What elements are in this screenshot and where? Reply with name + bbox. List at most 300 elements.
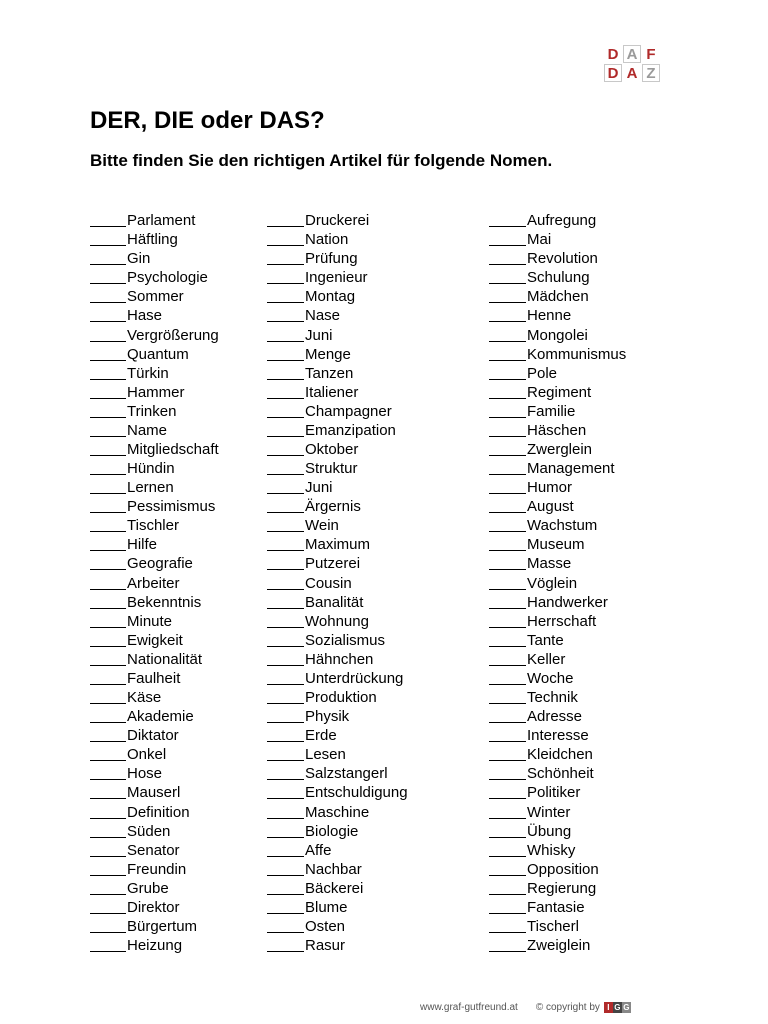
- noun-item: [489, 401, 626, 420]
- article-blank[interactable]: [489, 455, 526, 456]
- noun-word: Technik: [527, 689, 578, 707]
- noun-word: Wein: [305, 517, 339, 535]
- igg-logo: [604, 1002, 631, 1013]
- noun-item: [489, 668, 626, 687]
- article-blank[interactable]: [489, 341, 526, 342]
- noun-word: Museum: [527, 536, 585, 554]
- noun-item: [267, 649, 408, 668]
- article-blank[interactable]: [267, 818, 304, 819]
- noun-word: Ingenieur: [305, 269, 368, 287]
- noun-word: Tischerl: [527, 917, 579, 935]
- noun-word: Hilfe: [127, 536, 158, 554]
- article-blank[interactable]: [267, 417, 304, 418]
- noun-item: [90, 286, 219, 305]
- article-blank[interactable]: [267, 913, 304, 914]
- article-blank[interactable]: [489, 646, 526, 647]
- noun-item: [90, 363, 219, 382]
- article-blank[interactable]: [489, 951, 526, 952]
- article-blank[interactable]: [267, 665, 304, 666]
- noun-item: [489, 859, 626, 878]
- noun-item: [90, 630, 219, 649]
- noun-word: Mongolei: [527, 326, 588, 344]
- article-blank[interactable]: [489, 760, 526, 761]
- noun-word: Winter: [527, 803, 571, 821]
- article-blank[interactable]: [267, 608, 304, 609]
- noun-word: Minute: [127, 612, 173, 630]
- noun-word: Wachstum: [527, 517, 598, 535]
- article-blank[interactable]: [489, 741, 526, 742]
- article-blank[interactable]: [489, 894, 526, 895]
- noun-word: Prüfung: [305, 250, 358, 268]
- noun-item: [489, 534, 626, 553]
- noun-word: Interesse: [527, 727, 589, 745]
- noun-word: Mädchen: [527, 288, 589, 306]
- noun-item: [90, 305, 219, 324]
- noun-word: Familie: [527, 402, 576, 420]
- article-blank[interactable]: [489, 283, 526, 284]
- noun-item: [267, 801, 408, 820]
- noun-word: Senator: [127, 841, 180, 859]
- noun-word: Physik: [305, 708, 350, 726]
- article-blank[interactable]: [267, 226, 304, 227]
- noun-item: [90, 706, 219, 725]
- article-blank[interactable]: [489, 913, 526, 914]
- article-blank[interactable]: [90, 283, 126, 284]
- noun-word: Regierung: [527, 879, 597, 897]
- noun-item: [489, 744, 626, 763]
- noun-item: [90, 649, 219, 668]
- article-blank[interactable]: [267, 894, 304, 895]
- noun-word: Politiker: [527, 784, 581, 802]
- noun-item: [90, 763, 219, 782]
- article-blank[interactable]: [489, 875, 526, 876]
- article-blank[interactable]: [267, 474, 304, 475]
- noun-item: [267, 477, 408, 496]
- noun-word: Juni: [305, 479, 333, 497]
- noun-item: [90, 553, 219, 572]
- article-blank[interactable]: [489, 245, 526, 246]
- noun-word: Trinken: [127, 402, 177, 420]
- noun-word: Definition: [127, 803, 190, 821]
- noun-item: [489, 515, 626, 534]
- noun-word: Rasur: [305, 937, 346, 955]
- noun-item: [489, 439, 626, 458]
- igg-letter: I: [604, 1002, 613, 1013]
- noun-item: [489, 592, 626, 611]
- article-blank[interactable]: [489, 569, 526, 570]
- noun-item: [90, 611, 219, 630]
- noun-item: [267, 668, 408, 687]
- noun-word: Hündin: [127, 460, 175, 478]
- noun-item: [90, 744, 219, 763]
- article-blank[interactable]: [90, 894, 126, 895]
- article-blank[interactable]: [489, 589, 526, 590]
- article-blank[interactable]: [267, 531, 304, 532]
- noun-item: [267, 401, 408, 420]
- noun-item: [267, 763, 408, 782]
- noun-word: Hase: [127, 307, 163, 325]
- noun-item: [90, 420, 219, 439]
- article-blank[interactable]: [267, 455, 304, 456]
- noun-word: Blume: [305, 898, 348, 916]
- noun-word: Nachbar: [305, 860, 362, 878]
- noun-word: Erde: [305, 727, 337, 745]
- noun-word: Zweiglein: [527, 937, 591, 955]
- noun-word: Bekenntnis: [127, 593, 202, 611]
- article-blank[interactable]: [267, 722, 304, 723]
- noun-word: Onkel: [127, 746, 167, 764]
- noun-item: [489, 496, 626, 515]
- noun-word: Masse: [527, 555, 572, 573]
- page-footer: [420, 1002, 631, 1013]
- noun-word: Maximum: [305, 536, 371, 554]
- noun-item: [489, 305, 626, 324]
- noun-item: [489, 210, 626, 229]
- noun-word: Freundin: [127, 860, 187, 878]
- noun-item: [90, 572, 219, 591]
- noun-word: Kleidchen: [527, 746, 593, 764]
- noun-item: [489, 630, 626, 649]
- noun-word: Tischler: [127, 517, 179, 535]
- noun-word: Produktion: [305, 689, 377, 707]
- daf-daz-logo: [604, 45, 660, 82]
- noun-item: [489, 916, 626, 935]
- noun-word: Wohnung: [305, 612, 369, 630]
- article-blank[interactable]: [267, 646, 304, 647]
- article-blank[interactable]: [90, 398, 126, 399]
- noun-word: Käse: [127, 689, 162, 707]
- noun-word: Revolution: [527, 250, 598, 268]
- article-blank[interactable]: [489, 512, 526, 513]
- article-blank[interactable]: [90, 665, 126, 666]
- article-blank[interactable]: [90, 321, 126, 322]
- article-blank[interactable]: [90, 226, 126, 227]
- article-blank[interactable]: [489, 360, 526, 361]
- noun-item: [489, 420, 626, 439]
- noun-word: Kommunismus: [527, 345, 627, 363]
- article-blank[interactable]: [90, 913, 126, 914]
- noun-item: [267, 229, 408, 248]
- article-blank[interactable]: [90, 818, 126, 819]
- article-blank[interactable]: [90, 589, 126, 590]
- article-blank[interactable]: [489, 722, 526, 723]
- noun-item: [267, 859, 408, 878]
- article-blank[interactable]: [267, 264, 304, 265]
- article-blank[interactable]: [90, 703, 126, 704]
- footer-copyright: © copyright by: [535, 1002, 600, 1013]
- article-blank[interactable]: [489, 818, 526, 819]
- article-blank[interactable]: [489, 703, 526, 704]
- noun-word: Hammer: [127, 383, 185, 401]
- noun-item: [489, 553, 626, 572]
- noun-column-3: [489, 210, 626, 954]
- article-blank[interactable]: [489, 436, 526, 437]
- noun-word: Woche: [527, 669, 574, 687]
- noun-item: [489, 344, 626, 363]
- noun-item: [489, 649, 626, 668]
- article-blank[interactable]: [90, 455, 126, 456]
- article-blank[interactable]: [267, 398, 304, 399]
- article-blank[interactable]: [489, 302, 526, 303]
- article-blank[interactable]: [90, 493, 126, 494]
- noun-word: Opposition: [527, 860, 599, 878]
- article-blank[interactable]: [489, 417, 526, 418]
- noun-item: [267, 706, 408, 725]
- article-blank[interactable]: [90, 550, 126, 551]
- page-title: DER, DIE oder DAS?: [90, 107, 325, 134]
- logo-letter: D: [607, 45, 619, 63]
- noun-word: Banalität: [305, 593, 364, 611]
- noun-word: Süden: [127, 822, 171, 840]
- article-blank[interactable]: [90, 341, 126, 342]
- noun-item: [489, 477, 626, 496]
- noun-item: [489, 324, 626, 343]
- article-blank[interactable]: [267, 341, 304, 342]
- noun-item: [90, 668, 219, 687]
- noun-word: Übung: [527, 822, 572, 840]
- article-blank[interactable]: [90, 245, 126, 246]
- noun-word: Akademie: [127, 708, 194, 726]
- noun-word: Häschen: [527, 421, 587, 439]
- article-blank[interactable]: [489, 379, 526, 380]
- noun-item: [90, 267, 219, 286]
- noun-item: [489, 878, 626, 897]
- noun-item: [90, 344, 219, 363]
- article-blank[interactable]: [489, 474, 526, 475]
- article-blank[interactable]: [90, 798, 126, 799]
- article-blank[interactable]: [267, 703, 304, 704]
- article-blank[interactable]: [489, 665, 526, 666]
- article-blank[interactable]: [489, 321, 526, 322]
- noun-word: Vergrößerung: [127, 326, 219, 344]
- article-blank[interactable]: [90, 569, 126, 570]
- noun-item: [267, 840, 408, 859]
- noun-word: Pessimismus: [127, 498, 216, 516]
- article-blank[interactable]: [90, 932, 126, 933]
- article-blank[interactable]: [489, 779, 526, 780]
- article-blank[interactable]: [90, 512, 126, 513]
- article-blank[interactable]: [90, 627, 126, 628]
- article-blank[interactable]: [90, 302, 126, 303]
- article-blank[interactable]: [489, 226, 526, 227]
- noun-item: [489, 725, 626, 744]
- article-blank[interactable]: [489, 608, 526, 609]
- article-blank[interactable]: [489, 684, 526, 685]
- article-blank[interactable]: [267, 302, 304, 303]
- article-blank[interactable]: [267, 875, 304, 876]
- article-blank[interactable]: [90, 684, 126, 685]
- noun-item: [267, 611, 408, 630]
- article-blank[interactable]: [267, 798, 304, 799]
- article-blank[interactable]: [90, 360, 126, 361]
- article-blank[interactable]: [267, 741, 304, 742]
- noun-item: [90, 878, 219, 897]
- article-blank[interactable]: [267, 932, 304, 933]
- noun-word: Whisky: [527, 841, 576, 859]
- noun-word: Lernen: [127, 479, 174, 497]
- noun-word: Sommer: [127, 288, 184, 306]
- noun-item: [489, 935, 626, 954]
- noun-word: Zwerglein: [527, 441, 593, 459]
- article-blank[interactable]: [90, 436, 126, 437]
- article-blank[interactable]: [267, 684, 304, 685]
- article-blank[interactable]: [90, 875, 126, 876]
- noun-item: [90, 324, 219, 343]
- logo-letter: A: [626, 64, 638, 82]
- article-blank[interactable]: [90, 856, 126, 857]
- noun-word: Vöglein: [527, 574, 578, 592]
- article-blank[interactable]: [489, 627, 526, 628]
- noun-item: [489, 782, 626, 801]
- article-blank[interactable]: [90, 417, 126, 418]
- noun-word: Mitgliedschaft: [127, 441, 219, 459]
- article-blank[interactable]: [267, 321, 304, 322]
- noun-word: Bürgertum: [127, 917, 198, 935]
- article-blank[interactable]: [267, 512, 304, 513]
- noun-column-1: [90, 210, 219, 954]
- noun-item: [267, 305, 408, 324]
- noun-word: Menge: [305, 345, 351, 363]
- noun-word: Faulheit: [127, 669, 181, 687]
- noun-word: Direktor: [127, 898, 180, 916]
- noun-item: [267, 630, 408, 649]
- article-blank[interactable]: [267, 837, 304, 838]
- article-blank[interactable]: [90, 951, 126, 952]
- noun-word: Putzerei: [305, 555, 361, 573]
- article-blank[interactable]: [267, 589, 304, 590]
- noun-item: [267, 725, 408, 744]
- article-blank[interactable]: [489, 856, 526, 857]
- article-blank[interactable]: [90, 779, 126, 780]
- article-blank[interactable]: [90, 646, 126, 647]
- noun-word: Parlament: [127, 212, 196, 230]
- noun-item: [267, 382, 408, 401]
- noun-word: Unterdrückung: [305, 669, 404, 687]
- noun-word: Emanzipation: [305, 421, 396, 439]
- noun-item: [267, 916, 408, 935]
- noun-item: [489, 458, 626, 477]
- noun-item: [90, 229, 219, 248]
- article-blank[interactable]: [489, 531, 526, 532]
- noun-item: [489, 897, 626, 916]
- noun-item: [267, 458, 408, 477]
- noun-word: Sozialismus: [305, 631, 386, 649]
- noun-word: Italiener: [305, 383, 359, 401]
- article-blank[interactable]: [267, 360, 304, 361]
- article-blank[interactable]: [267, 245, 304, 246]
- noun-item: [267, 534, 408, 553]
- article-blank[interactable]: [90, 264, 126, 265]
- noun-item: [489, 821, 626, 840]
- igg-letter: G: [614, 1003, 621, 1012]
- noun-item: [489, 687, 626, 706]
- noun-item: [90, 401, 219, 420]
- article-blank[interactable]: [489, 550, 526, 551]
- noun-word: Champagner: [305, 402, 392, 420]
- noun-item: [90, 859, 219, 878]
- noun-word: Heizung: [127, 937, 183, 955]
- article-blank[interactable]: [267, 493, 304, 494]
- article-blank[interactable]: [90, 379, 126, 380]
- article-blank[interactable]: [90, 760, 126, 761]
- noun-word: Arbeiter: [127, 574, 180, 592]
- article-blank[interactable]: [267, 550, 304, 551]
- instructions: Bitte finden Sie den richtigen Artikel für folgende Nomen.: [90, 151, 553, 170]
- article-blank[interactable]: [489, 493, 526, 494]
- noun-item: [90, 248, 219, 267]
- noun-word: Schönheit: [527, 765, 594, 783]
- noun-item: [489, 801, 626, 820]
- noun-word: Diktator: [127, 727, 179, 745]
- article-blank[interactable]: [267, 569, 304, 570]
- noun-word: Adresse: [527, 708, 583, 726]
- article-blank[interactable]: [90, 608, 126, 609]
- noun-item: [489, 267, 626, 286]
- noun-item: [90, 801, 219, 820]
- article-blank[interactable]: [489, 837, 526, 838]
- noun-item: [90, 515, 219, 534]
- article-blank[interactable]: [489, 398, 526, 399]
- noun-word: Cousin: [305, 574, 352, 592]
- article-blank[interactable]: [489, 932, 526, 933]
- noun-item: [267, 935, 408, 954]
- article-blank[interactable]: [267, 627, 304, 628]
- logo-letter: Z: [642, 64, 660, 82]
- noun-item: [267, 439, 408, 458]
- article-blank[interactable]: [267, 779, 304, 780]
- noun-word: Regiment: [527, 383, 592, 401]
- noun-word: Tante: [527, 631, 564, 649]
- noun-item: [90, 916, 219, 935]
- noun-word: Ewigkeit: [127, 631, 183, 649]
- footer-url: www.graf-gutfreund.at: [420, 1002, 518, 1013]
- article-blank[interactable]: [90, 741, 126, 742]
- article-blank[interactable]: [267, 283, 304, 284]
- article-blank[interactable]: [267, 379, 304, 380]
- noun-word: Lesen: [305, 746, 346, 764]
- noun-word: Nase: [305, 307, 341, 325]
- article-blank[interactable]: [90, 474, 126, 475]
- noun-word: Handwerker: [527, 593, 608, 611]
- noun-word: Druckerei: [305, 212, 370, 230]
- noun-item: [489, 248, 626, 267]
- noun-word: Mai: [527, 231, 552, 249]
- article-blank[interactable]: [489, 798, 526, 799]
- logo-letter: D: [604, 64, 622, 82]
- article-blank[interactable]: [489, 264, 526, 265]
- noun-word: Humor: [527, 479, 573, 497]
- noun-item: [267, 324, 408, 343]
- noun-word: Pole: [527, 364, 558, 382]
- noun-word: Montag: [305, 288, 356, 306]
- article-blank[interactable]: [267, 856, 304, 857]
- noun-column-2: [267, 210, 408, 954]
- article-blank[interactable]: [267, 951, 304, 952]
- noun-word: Entschuldigung: [305, 784, 408, 802]
- article-blank[interactable]: [267, 436, 304, 437]
- noun-item: [267, 553, 408, 572]
- noun-item: [267, 592, 408, 611]
- article-blank[interactable]: [267, 760, 304, 761]
- noun-item: [489, 363, 626, 382]
- noun-item: [489, 572, 626, 591]
- article-blank[interactable]: [90, 531, 126, 532]
- noun-item: [489, 706, 626, 725]
- noun-item: [90, 592, 219, 611]
- article-blank[interactable]: [90, 722, 126, 723]
- article-blank[interactable]: [90, 837, 126, 838]
- noun-word: Psychologie: [127, 269, 208, 287]
